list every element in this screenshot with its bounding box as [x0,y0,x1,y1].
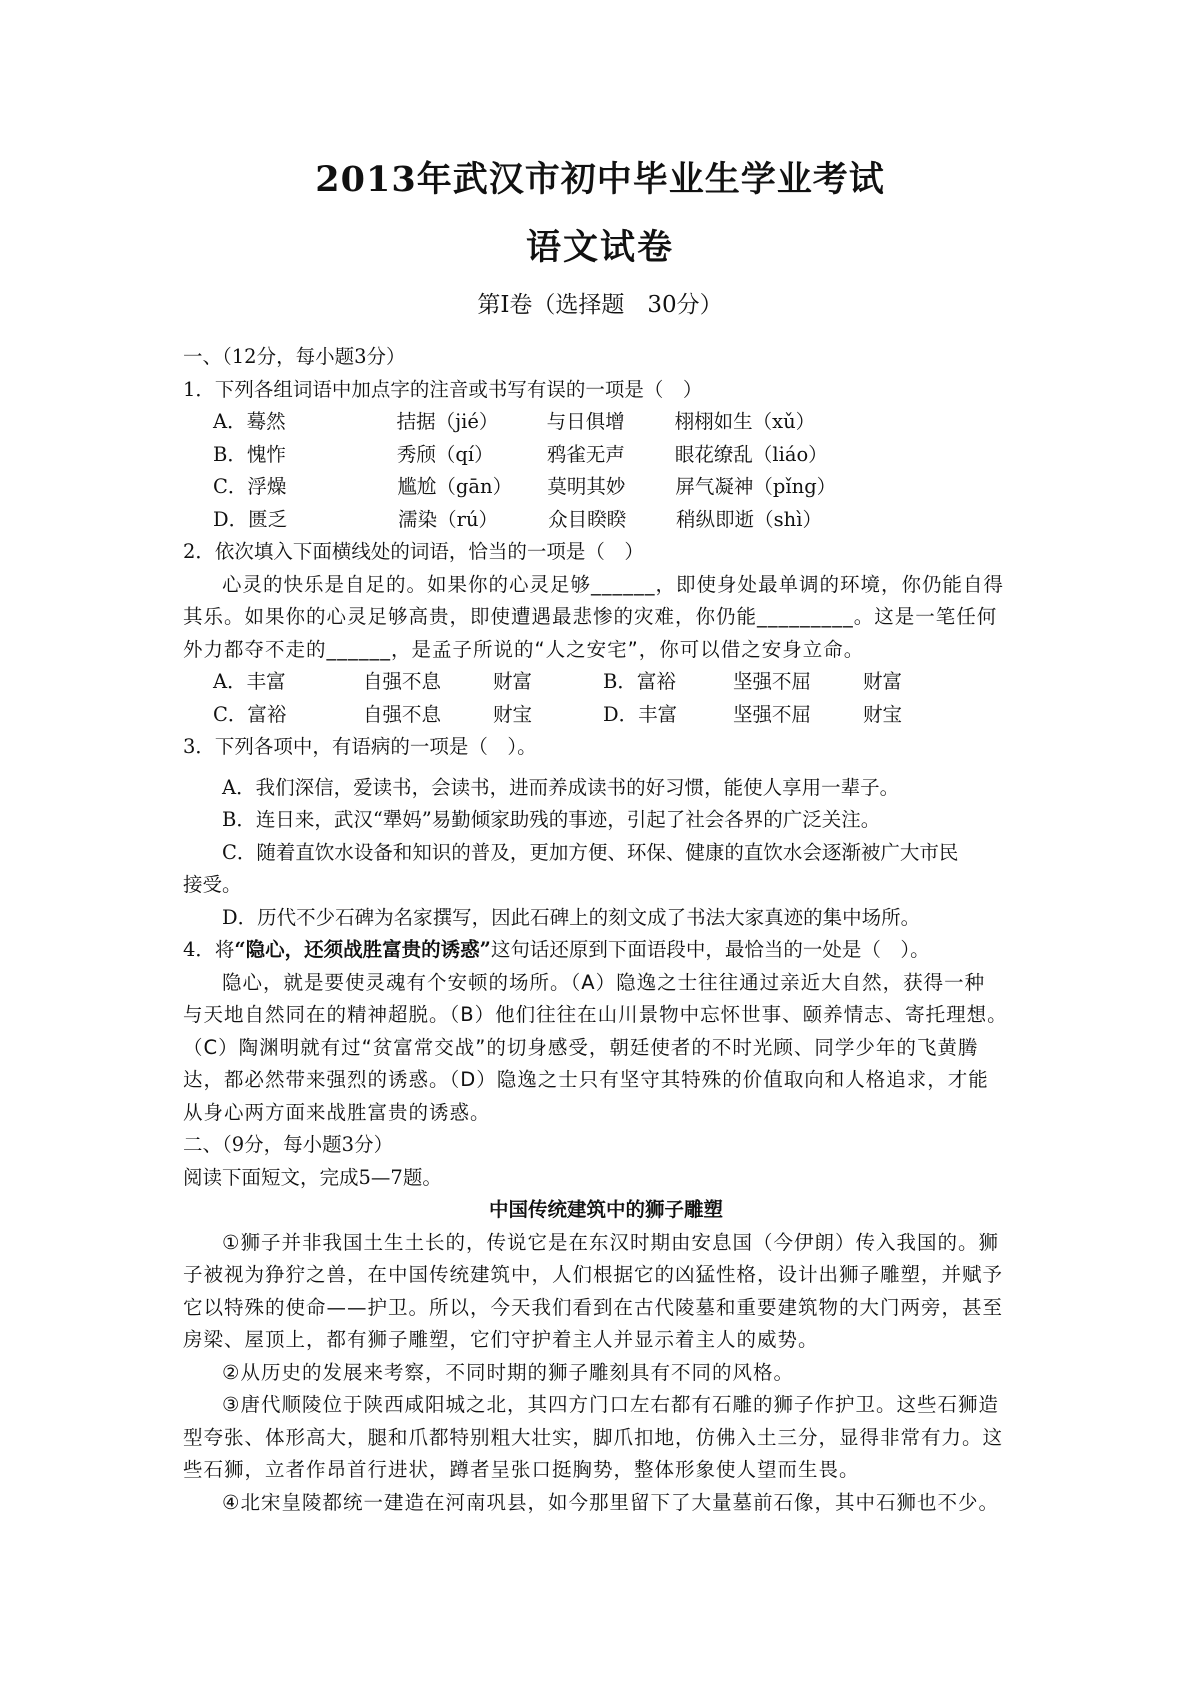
passage-line: 与天地自然同在的精神超脱。（B）他们往往在山川景物中忘怀世事、颐养情志、寄托理想。 [183,1003,1008,1026]
option-word: 愧怍 [246,442,286,466]
option-word: A．丰富 [213,670,286,693]
option-word: 莫明其妙 [547,475,626,498]
option-line: D．历代不少石碑为名家撰写，因此石碑上的刻文成了书法大家真迹的集中场所。 [222,905,921,929]
question-stem [183,934,1029,967]
option-word: 财宝 [863,702,903,726]
stem-text: 这句话还原到下面语段中，最恰当的一处是（ ）。 [490,938,930,961]
essay-line: ①狮子并非我国土生土长的，传说它是在东汉时期由安息国（今伊朗）传入我国的。狮 [222,1230,999,1254]
essay-title: 中国传统建筑中的狮子雕塑 [488,1198,723,1221]
option-row [183,406,1029,439]
essay-line: ④北宋皇陵都统一建造在河南巩县，如今那里留下了大量墓前石像，其中石狮也不少。 [222,1490,999,1514]
option-word: 坚强不屈 [733,670,812,693]
option-word: 眼花缭乱（liáo） [674,442,828,466]
option-label: B． [213,442,247,466]
option-word: 稍纵即逝（shì） [676,507,822,531]
question-stem: 3．下列各项中，有语病的一项是（ ）。 [183,735,537,758]
option-row [183,439,1029,472]
part-title: 第Ⅰ卷（选择题 30分） [477,292,723,318]
passage-line: （C）陶渊明就有过“贫富常交战”的切身感受，朝廷使者的不时光顾、同学少年的飞黄腾 [183,1035,979,1059]
option-word: D．丰富 [603,702,678,726]
option-word: 栩栩如生（xǔ） [674,410,816,433]
option-word: 屏气凝神（pǐng） [675,475,837,498]
question-stem: 1．下列各组词语中加点字的注音或书写有误的一项是（ ） [183,377,703,401]
option-word: 濡染（rú） [398,507,499,531]
essay-line: 些石狮，立者作昂首行进状，蹲者呈张口挺胸势，整体形象使人望而生畏。 [183,1458,860,1481]
option-word: 浮燥 [247,475,287,498]
option-word: 蓦然 [246,410,286,433]
option-label: A． [213,410,247,433]
option-word: 鸦雀无声 [546,442,625,466]
option-line: B．连日来，武汉“犟妈”易勤倾家助残的事迹，引起了社会各界的广泛关注。 [222,808,881,831]
option-word: B．富裕 [603,670,676,693]
option-line: A．我们深信，爱读书，会读书，进而养成读书的好习惯，能使人享用一辈子。 [222,775,900,799]
essay-line: 它以特殊的使命——护卫。所以，今天我们看到在古代陵墓和重要建筑物的大门两旁，甚至 [183,1295,1004,1319]
question-stem: 2．依次填入下面横线处的词语，恰当的一项是（ ） [183,540,644,563]
option-word: 尴尬（gān） [397,475,513,498]
passage-line: 达，都必然带来强烈的诱惑。（D）隐逸之士只有坚守其特殊的价值取向和人格追求，才能 [183,1068,989,1091]
passage-line: 隐心，就是要使灵魂有个安顿的场所。（A）隐逸之士往往通过亲近大自然，获得一种 [222,970,986,994]
option-word: 自强不息 [363,702,442,726]
passage-line: 其乐。如果你的心灵足够高贵，即使遭遇最悲惨的灾难，你仍能_________。这是一笔任何 [183,605,998,628]
reading-intro: 阅读下面短文，完成5—7题。 [183,1165,442,1189]
option-label: D． [213,507,249,531]
option-label: C． [213,475,248,498]
section-heading: 一、（12分，每小题3分） [183,345,406,368]
option-row [183,666,1029,699]
passage-line: 心灵的快乐是自足的。如果你的心灵足够______，即使身处最单调的环境，你仍能自得 [222,572,1005,596]
option-word: 坚强不屈 [733,702,812,726]
passage-line: 外力都夺不走的______，是孟子所说的“人之安宅”，你可以借之安身立命。 [183,637,865,661]
option-word: 与日俱增 [546,410,625,433]
essay-line: 房梁、屋顶上，都有狮子雕塑，它们守护着主人并显示着主人的威势。 [183,1328,819,1351]
essay-line: 子被视为狰狞之兽，在中国传统建筑中，人们根据它的凶猛性格，设计出狮子雕塑，并赋予 [183,1263,1004,1286]
stem-text: 4．将 [183,938,235,961]
essay-line: ②从历史的发展来考察，不同时期的狮子雕刻具有不同的风格。 [222,1360,794,1384]
option-row [183,504,1029,537]
option-word: 自强不息 [363,670,442,693]
section-heading: 二、（9分，每小题3分） [183,1133,394,1156]
option-word: 财富 [493,670,533,693]
quoted-sentence: “隐心，还须战胜富贵的诱惑” [234,938,491,961]
option-word: 秀颀（qí） [396,442,494,466]
option-word: 众目睽睽 [548,507,627,531]
option-line: C．随着直饮水设备和知识的普及，更加方便、环保、健康的直饮水会逐渐被广大市民 [222,840,959,864]
option-word: 财宝 [493,702,533,726]
option-word: C．富裕 [213,702,287,726]
essay-line: ③唐代顺陵位于陕西咸阳城之北，其四方门口左右都有石雕的狮子作护卫。这些石狮造 [222,1393,999,1416]
exam-title: 2013年武汉市初中毕业生学业考试 [315,159,885,200]
option-row [183,471,1029,504]
passage-line: 从身心两方面来战胜富贵的诱惑。 [183,1100,491,1124]
exam-subtitle: 语文试卷 [525,227,674,268]
option-row [183,699,1029,732]
option-word: 拮据（jié） [396,410,499,433]
exam-body [183,341,1029,1519]
option-word: 匮乏 [248,507,288,531]
option-word: 财富 [863,670,903,693]
essay-line: 型夸张、体形高大，腿和爪都特别粗大壮实，脚爪扣地，仿佛入土三分，显得非常有力。这 [183,1425,1004,1449]
option-line: 接受。 [183,873,242,896]
